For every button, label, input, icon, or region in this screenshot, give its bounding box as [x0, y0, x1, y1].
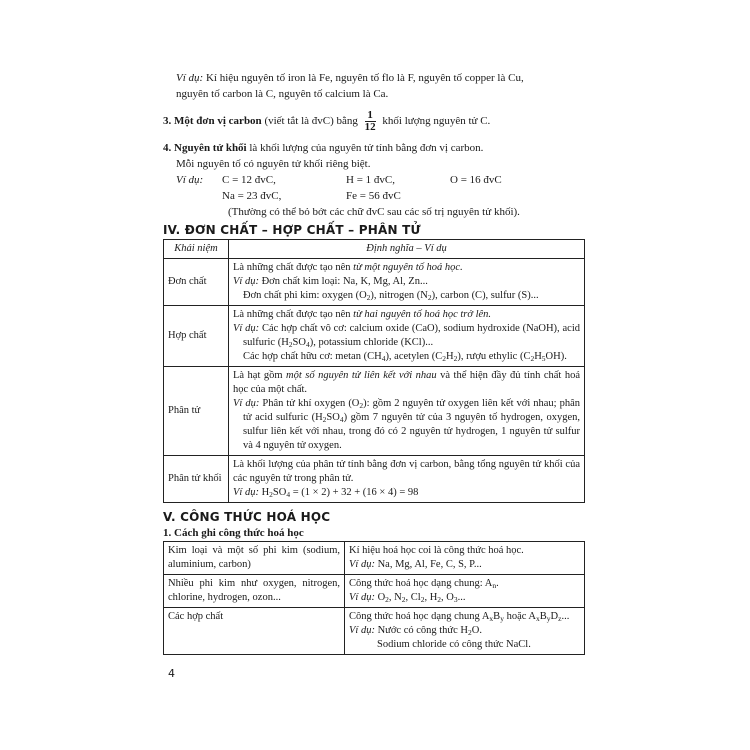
table-row: [164, 608, 585, 655]
rule-cell: [345, 575, 585, 608]
definition-line: Ví dụ: Phân tử khí oxygen $(O_2)$: gồm 2 nguyên tử oxygen liên kết với nhau; phân tử acid sulfuric $(H_2SO_4)$ gồm 7 nguyên tử của 3 nguyên tố hydrogen, oxygen, sulfur liên kết với nhau, trong đó có 2 nguyên tử hydrogen, 1 nguyên tử sulfur và 4 nguyên tử oxygen.: [233, 398, 581, 451]
table-row: [164, 456, 585, 503]
page-number: 4: [168, 667, 175, 680]
header-definition: Định nghĩa – Ví dụ: [229, 240, 585, 259]
document-page: [163, 0, 585, 681]
concept-cell: Phân tử: [164, 367, 229, 456]
example-line: nguyên tố carbon là C, nguyên tố calcium là Ca.: [176, 88, 389, 100]
definition-cell: [229, 306, 585, 367]
rule-line: Công thức hoá học dạng chung $A_xB_y$ hoặc $A_xB_yD_z$...: [349, 611, 570, 623]
rule-line: Sodium chloride có công thức NaCl.: [377, 639, 531, 650]
concept-cell: Hợp chất: [164, 306, 229, 367]
example-line: Ví dụ: Kí hiệu nguyên tố iron là Fe, nguyên tố flo là F, nguyên tố copper là Cu,: [176, 72, 524, 84]
definition-cell: [229, 259, 585, 306]
rule-line: Ví dụ: Na, Mg, Al, Fe, C, S, P...: [349, 559, 482, 570]
table-row: [164, 306, 585, 367]
rule-line: Ví dụ: Nước có công thức $H_2O$.: [349, 625, 482, 637]
rule-cell: [345, 608, 585, 655]
item-3-text-end: khối lượng nguyên tử C.: [382, 115, 491, 127]
item-3-text: 3. Một đơn vị carbon (viết tắt là đvC) bằng: [163, 115, 358, 127]
definition-line: Các hợp chất hữu cơ: metan $(CH_4)$, acetylen $(C_2H_2)$, rượu ethylic $(C_2H_5OH)$.: [243, 351, 567, 363]
section-iv-title: IV. ĐƠN CHẤT – HỢP CHẤT – PHÂN TỬ: [163, 223, 421, 237]
table-row: [164, 575, 585, 608]
concept-cell: Đơn chất: [164, 259, 229, 306]
definition-cell: [229, 367, 585, 456]
rule-line: Công thức hoá học dạng chung: $A_n$.: [349, 578, 499, 590]
header-concept: Khái niệm: [164, 240, 229, 259]
atomic-mass: H = 1 đvC,: [346, 174, 395, 186]
subsection-title: 1. Cách ghi công thức hoá học: [163, 527, 304, 539]
table-row: [164, 367, 585, 456]
atomic-mass: Fe = 56 đvC: [346, 190, 401, 202]
fraction-numerator: 1: [365, 110, 376, 122]
table-header-row: [164, 240, 585, 259]
definition-line: Là hạt gồm một số nguyên tử liên kết với nhau và thể hiện đầy đủ tính chất hoá học của một chất.: [233, 370, 580, 395]
example-label: Ví dụ:: [176, 174, 204, 186]
fraction: [365, 110, 376, 133]
item-4: 4. Nguyên tử khối là khối lượng của nguyên tử tính bằng đơn vị carbon.: [163, 142, 484, 154]
rule-line: Kí hiệu hoá học coi là công thức hoá học.: [349, 545, 524, 556]
definition-line: Đơn chất phi kim: oxygen $(O_2)$, nitrogen $(N_2)$, carbon (C), sulfur (S)...: [243, 290, 539, 302]
table-row: [164, 542, 585, 575]
concept-cell: Phân tử khối: [164, 456, 229, 503]
item-3: [163, 108, 585, 134]
definition-line: Ví dụ: $H_2SO_4 = (1 \times 2) + 32 + (16 \times 4) = 98$: [233, 487, 419, 499]
atomic-mass-examples: [163, 172, 585, 204]
table-row: [164, 259, 585, 306]
rule-cell: [345, 542, 585, 575]
section-v-title: V. CÔNG THỨC HOÁ HỌC: [163, 510, 331, 524]
fraction-denominator: 12: [364, 120, 376, 133]
definition-line: Là những chất được tạo nên từ một nguyên tố hoá học.: [233, 262, 463, 273]
concepts-table: [163, 239, 585, 503]
definition-line: Là khối lượng của phân tử tính bằng đơn vị carbon, bằng tổng nguyên tử khối của các nguyên tử trong phân tử.: [233, 459, 580, 484]
category-cell: Kim loại và một số phi kim (sodium, aluminium, carbon): [164, 542, 345, 575]
definition-line: Ví dụ: Đơn chất kim loại: Na, K, Mg, Al, Zn...: [233, 276, 428, 287]
category-cell: Các hợp chất: [164, 608, 345, 655]
definition-line: Ví dụ: Các hợp chất vô cơ: calcium oxide (CaO), sodium hydroxide (NaOH), acid sulfuric $(H_2SO_4)$, potassium chloride (KCl)...: [233, 323, 580, 349]
atomic-mass: Na = 23 đvC,: [222, 190, 282, 202]
category-cell: Nhiều phi kim như oxygen, nitrogen, chlorine, hydrogen, ozon...: [164, 575, 345, 608]
definition-line: Là những chất được tạo nên từ hai nguyên tố hoá học trở lên.: [233, 309, 492, 320]
rule-line: Ví dụ: $O_2$, $N_2$, $Cl_2$, $H_2$, $O_3$...: [349, 592, 466, 604]
item-4-line: Mỗi nguyên tố có nguyên tử khối riêng biệt.: [176, 158, 371, 170]
atomic-mass: O = 16 đvC: [450, 174, 502, 186]
atomic-mass: C = 12 đvC,: [222, 174, 276, 186]
note: (Thường có thể bỏ bớt các chữ đvC sau các số trị nguyên tử khối).: [228, 206, 520, 218]
formula-table: [163, 541, 585, 655]
definition-cell: [229, 456, 585, 503]
